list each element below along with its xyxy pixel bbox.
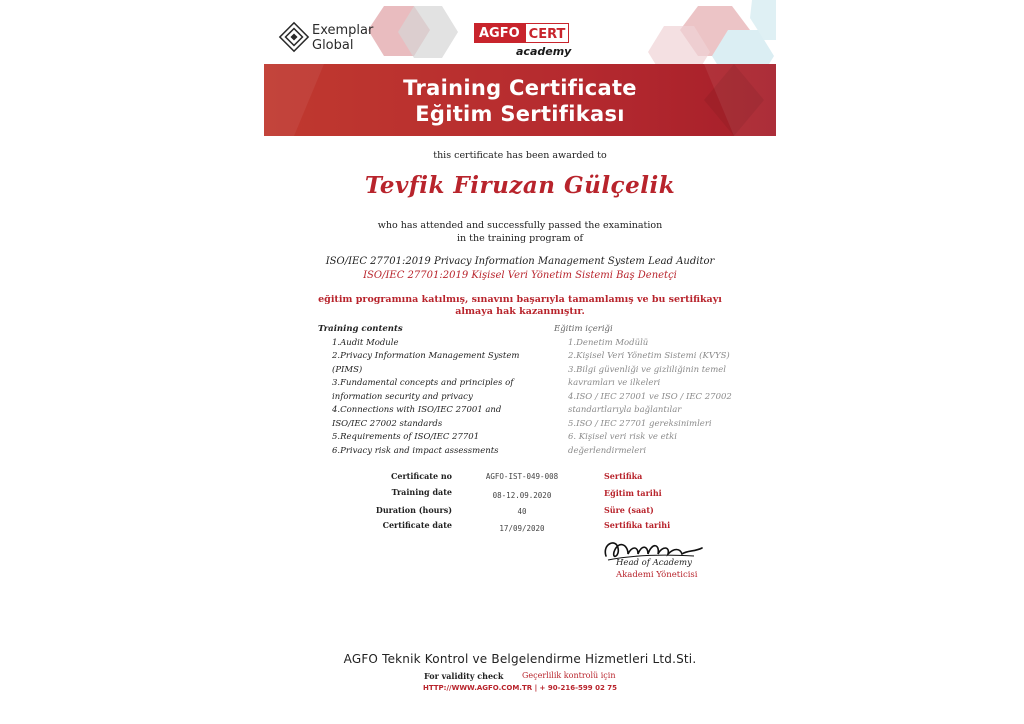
list-item: 1.Denetim Modülü: [568, 337, 649, 348]
duration-value: 40: [517, 507, 527, 516]
list-item: 3.Fundamental concepts and principles of: [332, 378, 514, 388]
title-en: Training Certificate: [403, 76, 637, 100]
tr-statement-line-1: eğitim programına katılmış, sınavını başarıyla tamamlamış ve bu sertifikayı: [318, 294, 722, 305]
list-item: standartlarıyla bağlantılar: [568, 405, 682, 415]
duration-label: Duration (hours): [375, 505, 452, 515]
tr-statement-line-2: almaya hak kazanmıştır.: [455, 306, 585, 317]
contents-heading-tr: Eğitim içeriği: [554, 324, 613, 334]
list-item: 4.ISO / IEC 27001 ve ISO / IEC 27002: [568, 391, 732, 402]
list-item: 6.Privacy risk and impact assessments: [332, 445, 499, 456]
list-item: 5.ISO / IEC 27701 gereksinimleri: [568, 418, 712, 429]
exemplar-diamond-icon: [278, 21, 310, 53]
akademi-yoneticisi-text: Akademi Yöneticisi: [616, 570, 698, 580]
validity-check-tr: Geçerlilik kontrolü için: [522, 671, 616, 680]
head-of-academy-text: Head of Academy: [616, 558, 692, 568]
list-item: kavramları ve ilkeleri: [568, 378, 661, 388]
list-item: 3.Bilgi güvenliği ve gizliliğinin temel: [568, 364, 727, 375]
list-item: 6. Kişisel veri risk ve etki: [568, 432, 677, 442]
cert-text: CERT: [525, 23, 570, 43]
program-name-en: ISO/IEC 27701:2019 Privacy Information Management System Lead Auditor: [325, 256, 715, 267]
list-item: 2.Privacy Information Management System: [332, 351, 520, 361]
attended-line-2: in the training program of: [456, 233, 584, 244]
training-contents-tr: [554, 323, 749, 458]
certificate-page: [264, 0, 776, 724]
title-banner: [264, 64, 776, 136]
company-name: AGFO Teknik Kontrol ve Belgelendirme Hizmetleri Ltd.Sti.: [343, 652, 697, 666]
list-item: değerlendirmeleri: [568, 445, 647, 456]
awarded-text: this certificate has been awarded to: [433, 150, 607, 161]
list-item: 4.Connections with ISO/IEC 27001 and: [332, 405, 502, 415]
attended-line-1: who has attended and successfully passed the examination: [377, 220, 663, 231]
list-item: 1.Audit Module: [332, 337, 399, 348]
agfo-text: AGFO: [474, 23, 525, 43]
agfo-cert-logo: [474, 23, 569, 43]
list-item: (PIMS): [332, 364, 363, 375]
training-date-label-tr: Eğitim tarihi: [604, 488, 662, 498]
certificate-date-label: Certificate date: [382, 520, 452, 530]
training-date-label: Training date: [391, 487, 452, 497]
certificate-no-value: AGFO-IST-049-008: [485, 472, 559, 481]
certificate-no-label: Certificate no: [391, 471, 452, 481]
validity-check-en: For validity check: [424, 671, 504, 681]
contents-heading-en: Training contents: [318, 324, 403, 334]
list-item: 2.Kişisel Veri Yönetim Sistemi (KVYS): [568, 351, 730, 361]
academy-text: academy: [516, 45, 572, 58]
list-item: ISO/IEC 27002 standards: [332, 418, 443, 429]
training-contents-en: [318, 323, 528, 458]
title-tr: Eğitim Sertifikası: [415, 102, 625, 126]
certificate-no-label-tr: Sertifika: [604, 471, 643, 481]
training-date-value: 08-12.09.2020: [492, 491, 552, 500]
exemplar-global-logo: [278, 17, 386, 63]
exemplar-text: Exemplar: [312, 23, 374, 38]
global-text: Global: [312, 38, 354, 53]
program-name-tr: ISO/IEC 27701:2019 Kişisel Veri Yönetim Sistemi Baş Denetçi: [363, 270, 677, 281]
duration-label-tr: Süre (saat): [604, 505, 654, 515]
certificate-date-value: 17/09/2020: [499, 524, 545, 533]
website-link[interactable]: HTTP://WWW.AGFO.COM.TR | + 90-216-599 02 75: [422, 684, 617, 692]
certificate-date-label-tr: Sertifika tarihi: [604, 520, 671, 530]
list-item: 5.Requirements of ISO/IEC 27701: [332, 432, 480, 442]
list-item: information security and privacy: [332, 391, 473, 402]
recipient-name: Tevfik Firuzan Gülçelik: [364, 172, 676, 199]
